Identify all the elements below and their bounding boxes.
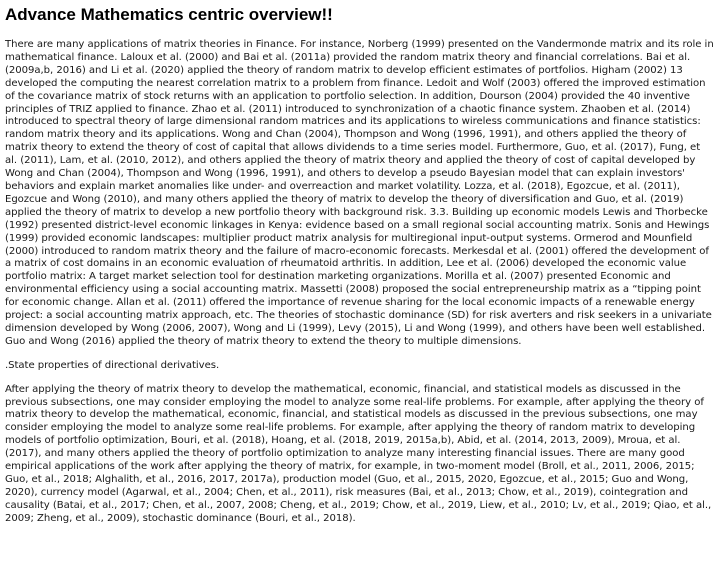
paragraph-directional-derivatives: .State properties of directional derivatives. <box>5 359 220 371</box>
document-title: Advance Mathematics centric overview!! <box>5 5 333 24</box>
paragraph-real-life-applications: After applying the theory of matrix theory to develop the mathematical, economic, financial, and statistical models as discussed in the previous subsections, one may consider employing the model to analyze some real-life problems. For example, after applying the theory of matrix theory to develop the mathematical, economic, financial, and statistical models as discussed in the previous subsections, one may consider employing the model to analyze some real-life problems. For example, after applying the theory of random matrix to developing models of portfolio optimization, Bouri, et al. (2018), Hoang, et al. (2018, 2019, 2015a,b), Abid, et al. (2014, 2013, 2009), Mroua, et al. (2017), and many others applied the theory of portfolio optimization to analyze many interesting financial issues. There are many good empirical applications of the work after applying the theory of matrix, for example, in two-moment model (Broll, et al., 2011, 2006, 2015; Guo, et al., 2018; Alghalith, et al., 2016, 2017, 2017a), production model (Guo, et al., 2015, 2020, Egozcue, et al., 2015; Guo and Wong, 2020), currency model (Agarwal, et al., 2004; Chen, et al., 2011), risk measures (Bai, et al., 2013; Chow, et al., 2019), cointegration and causality (Batai, et al., 2017; Chen, et al., 2007, 2008; Cheng, et al., 2019; Chow, et al., 2019, Liew, et al., 2010; Lv, et al., 2019; Qiao, et al., 2009; Zheng, et al., 2009), stochastic dominance (Bouri, et al., 2018). <box>5 383 712 524</box>
paragraph-matrix-applications: There are many applications of matrix theories in Finance. For instance, Norberg (1999) presented on the Vandermonde matrix and its role in mathematical finance. Laloux et al. (2000) and Bai et al. (2011a) provided the random matrix theory and financial correlations. Bai et al. (2009a,b, 2016) and Li et al. (2020) applied the theory of random matrix to develop efficient estimates of portfolios. Higham (2002) 13 developed the computing the nearest correlation matrix to a problem from finance. Ledoit and Wolf (2003) offered the improved estimation of the covariance matrix of stock returns with an application to portfolio selection. In addition, Dourson (2004) provided the 40 inventive principles of TRIZ applied to finance. Zhao et al. (2011) introduced to synchronization of a chaotic finance system. Zhaoben et al. (2014) introduced to spectral theory of large dimensional random matrices and its applications to wireless communications and finance statistics: random matrix theory and its applications. Wong and Chan (2004), Thompson and Wong (1996, 1991), and others applied the theory of matrix theory to extend the theory of cost of capital that allows dividends to a time series model. Furthermore, Guo, et al. (2017), Fung, et al. (2011), Lam, et al. (2010, 2012), and others applied the theory of matrix theory and applied the theory of cost of capital developed by Wong and Chan (2004), Thompson and Wong (1996, 1991), and others to develop a pseudo Bayesian model that can explain investors' behaviors and explain market anomalies like under- and overreaction and market volatility. Lozza, et al. (2018), Egozcue, et al. (2011), Egozcue and Wong (2010), and many others applied the theory of matrix to develop the theory of diversification and Guo, et al. (2019) applied the theory of matrix to develop a new portfolio theory with background risk. 3.3. Building up economic models Lewis and Thorbecke (1992) presented district-level economic linkages in Kenya: evidence based on a small regional social accounting matrix. Sonis and Hewings (1999) provided economic landscapes: multiplier product matrix analysis for multiregional input-output systems. Ormerod and Mounfield (2000) introduced to random matrix theory and the failure of macro-economic forecasts. Merkesdal et al. (2001) offered the development of a matrix of cost domains in an economic evaluation of rheumatoid arthritis. In addition, Lee et al. (2006) developed the economic value portfolio matrix: A target market selection tool for destination marketing organizations. Morilla et al. (2007) presented Economic and environmental efficiency using a social accounting matrix. Massetti (2008) proposed the social entrepreneurship matrix as a “tipping point for economic change. Allan et al. (2011) offered the importance of revenue sharing for the local economic impacts of a renewable energy project: a social accounting matrix approach, etc. The theories of stochastic dominance (SD) for risk averters and risk seekers in a univariate dimension developed by Wong (2006, 2007), Wong and Li (1999), Levy (2015), Li and Wong (1999), and others have been well established. Guo and Wong (2016) applied the theory of matrix theory to extend the theory to multiple dimensions. <box>5 39 714 347</box>
document-page <box>5 0 715 526</box>
